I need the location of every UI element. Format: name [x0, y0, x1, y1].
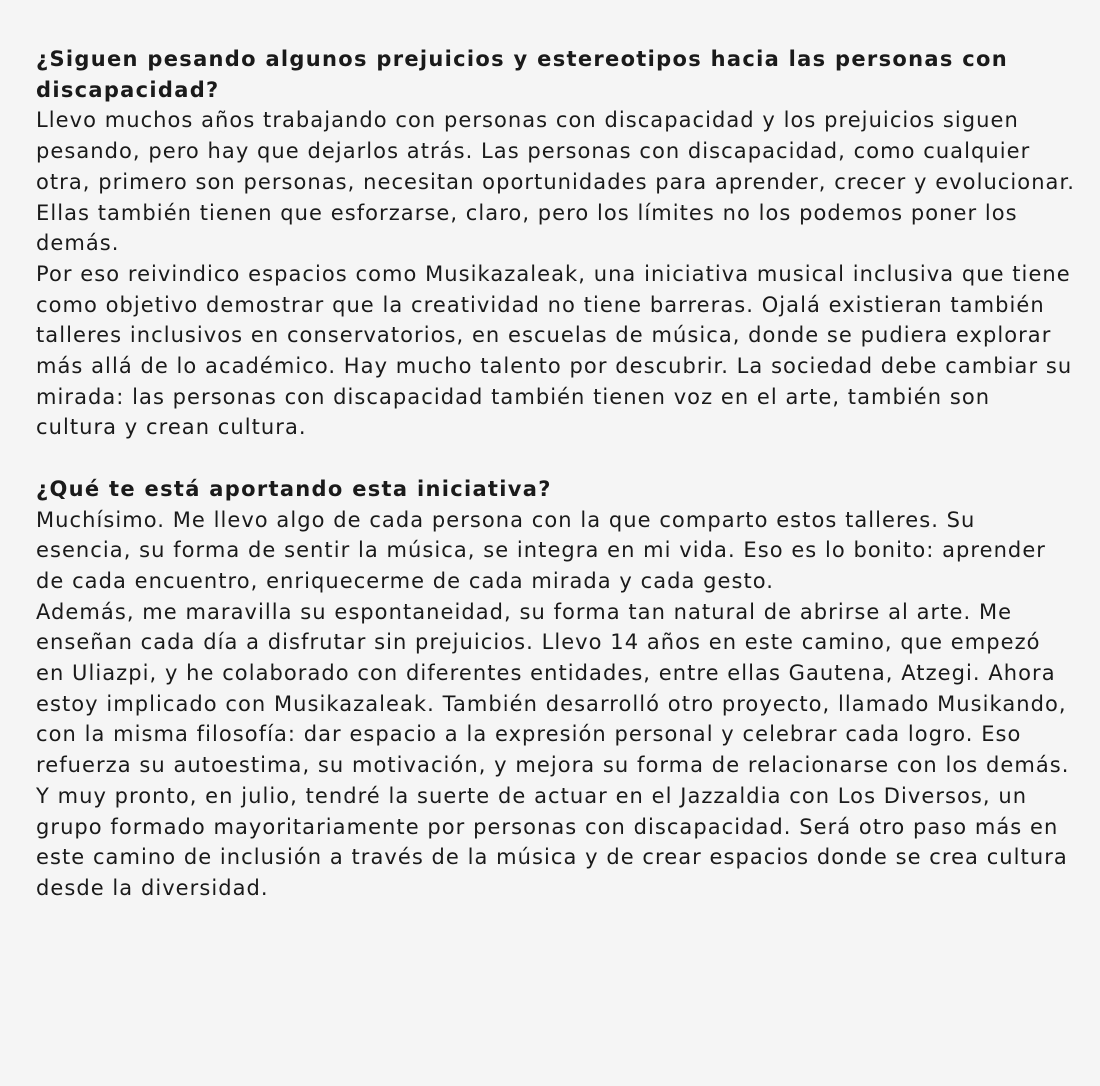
- article-body: [36, 44, 1076, 904]
- answer-paragraph: Muchísimo. Me llevo algo de cada persona con la que comparto estos talleres. Su esencia, su forma de sentir la música, se integra en mi vida. Eso es lo bonito: aprender de cada encuentro, enriquecerme de cada mirada y cada gesto.: [36, 507, 1046, 593]
- answer-paragraph: Por eso reivindico espacios como Musikazaleak, una iniciativa musical inclusiva que tiene como objetivo demostrar que la creatividad no tiene barreras. Ojalá existieran también talleres inclusivos en conservatorios, en escuelas de música, donde se pudiera explorar más allá de lo académico. Hay mucho talento por descubrir. La sociedad debe cambiar su mirada: las personas con discapacidad también tienen voz en el arte, también son cultura y crean cultura.: [36, 261, 1073, 440]
- question-heading: ¿Siguen pesando algunos prejuicios y estereotipos hacia las personas con discapacidad?: [36, 47, 1008, 102]
- answer-paragraph: Y muy pronto, en julio, tendré la suerte de actuar en el Jazzaldia con Los Diversos, un grupo formado mayoritariamente por personas con discapacidad. Será otro paso más en este camino de inclusión a través de la música y de crear espacios donde se crea cultura desde la diversidad.: [36, 783, 1068, 900]
- question-heading: ¿Qué te está aportando esta iniciativa?: [36, 476, 552, 501]
- answer-paragraph: Llevo muchos años trabajando con personas con discapacidad y los prejuicios siguen pesando, pero hay que dejarlos atrás. Las personas con discapacidad, como cualquier otra, primero son personas, necesitan oportunidades para aprender, crecer y evolucionar. Ellas también tienen que esforzarse, claro, pero los límites no los podemos poner los demás.: [36, 108, 1075, 256]
- answer-paragraph: Además, me maravilla su espontaneidad, su forma tan natural de abrirse al arte. Me enseñan cada día a disfrutar sin prejuicios. Llevo 14 años en este camino, que empezó en Uliazpi, y he colaborado con diferentes entidades, entre ellas Gautena, Atzegi. Ahora estoy implicado con Musikazaleak. También desarrolló otro proyecto, llamado Musikando, con la misma filosofía: dar espacio a la expresión personal y celebrar cada logro. Eso refuerza su autoestima, su motivación, y mejora su forma de relacionarse con los demás.: [36, 599, 1070, 778]
- section-spacer: [36, 443, 1076, 474]
